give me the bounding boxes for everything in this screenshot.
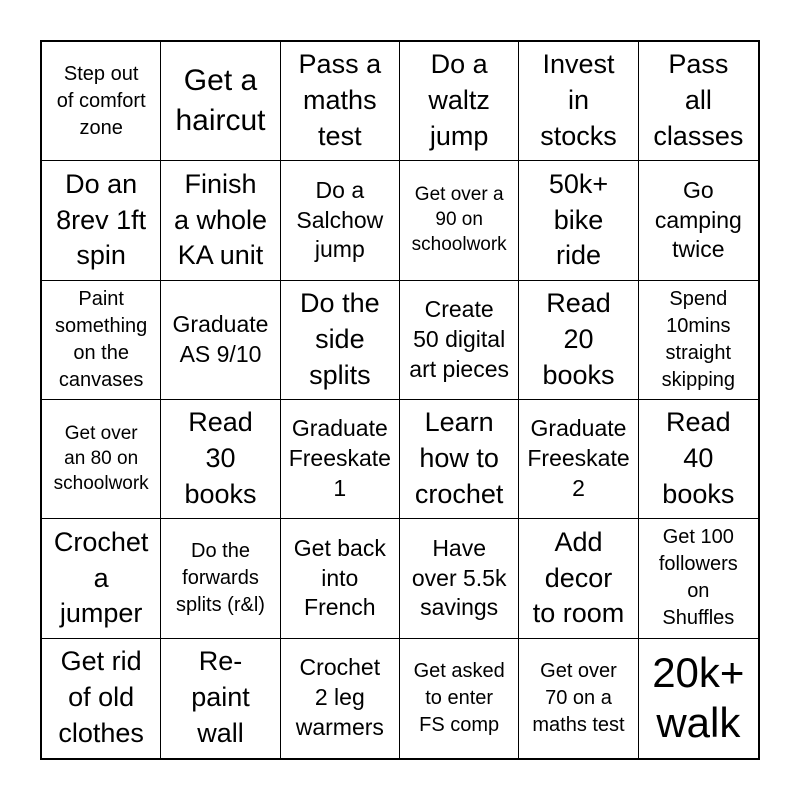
bingo-cell-text: Do the side splits <box>300 287 380 390</box>
bingo-cell-text: Pass a maths test <box>298 49 382 152</box>
bingo-cell-r6c4[interactable] <box>400 639 519 758</box>
bingo-cell-text: Graduate Freeskate 1 <box>288 415 391 502</box>
bingo-cell-r3c3[interactable] <box>281 281 400 400</box>
bingo-cell-r4c4[interactable] <box>400 400 519 519</box>
bingo-cell-text: Step out of comfort zone <box>56 62 146 139</box>
bingo-cell-text: Get over an 80 on schoolwork <box>53 423 149 494</box>
bingo-cell-text: Crochet a jumper <box>53 526 149 629</box>
bingo-cell-text: Get back into French <box>293 534 386 621</box>
bingo-cell-text: Do the forwards splits (r&l) <box>176 539 265 616</box>
bingo-cell-text: Get asked to enter FS comp <box>413 659 505 736</box>
bingo-cell-r3c4[interactable] <box>400 281 519 400</box>
bingo-cell-text: Learn how to crochet <box>414 407 504 510</box>
bingo-cell-r5c5[interactable] <box>519 519 638 638</box>
bingo-cell-r6c6[interactable] <box>639 639 758 758</box>
bingo-cell-r2c6[interactable] <box>639 161 758 280</box>
bingo-cell-text: Finish a whole KA unit <box>173 168 268 271</box>
bingo-cell-text: Get over a 90 on schoolwork <box>411 184 507 255</box>
bingo-cell-text: Get a haircut <box>175 63 266 138</box>
bingo-cell-r5c4[interactable] <box>400 519 519 638</box>
bingo-cell-r2c1[interactable] <box>42 161 161 280</box>
bingo-cell-text: Invest in stocks <box>540 49 617 152</box>
bingo-cell-r1c1[interactable] <box>42 42 161 161</box>
bingo-cell-r5c1[interactable] <box>42 519 161 638</box>
bingo-cell-text: Graduate AS 9/10 <box>172 310 269 367</box>
bingo-cell-text: Get over 70 on a maths test <box>532 659 625 736</box>
bingo-board <box>40 40 760 760</box>
bingo-cell-text: Create 50 digital art pieces <box>409 295 510 382</box>
bingo-cell-r5c6[interactable] <box>639 519 758 638</box>
bingo-cell-text: Read 40 books <box>662 407 735 510</box>
bingo-cell-r1c5[interactable] <box>519 42 638 161</box>
bingo-cell-r5c2[interactable] <box>161 519 280 638</box>
bingo-cell-text: Do a Salchow jump <box>296 176 384 263</box>
bingo-cell-r1c4[interactable] <box>400 42 519 161</box>
bingo-cell-r3c6[interactable] <box>639 281 758 400</box>
bingo-cell-r5c3[interactable] <box>281 519 400 638</box>
bingo-cell-text: Have over 5.5k savings <box>411 534 507 621</box>
bingo-cell-r6c2[interactable] <box>161 639 280 758</box>
bingo-cell-text: Paint something on the canvases <box>55 287 148 391</box>
bingo-cell-r3c1[interactable] <box>42 281 161 400</box>
bingo-cell-r2c3[interactable] <box>281 161 400 280</box>
bingo-cell-r6c5[interactable] <box>519 639 638 758</box>
bingo-cell-r2c2[interactable] <box>161 161 280 280</box>
bingo-cell-text: 50k+ bike ride <box>548 168 609 271</box>
bingo-cell-r2c4[interactable] <box>400 161 519 280</box>
bingo-cell-r6c1[interactable] <box>42 639 161 758</box>
bingo-cell-r6c3[interactable] <box>281 639 400 758</box>
bingo-cell-text: Do a waltz jump <box>428 49 490 152</box>
bingo-cell-text: Get 100 followers on Shuffles <box>658 526 738 630</box>
bingo-cell-r2c5[interactable] <box>519 161 638 280</box>
bingo-cell-text: Graduate Freeskate 2 <box>527 415 630 502</box>
bingo-cell-r4c3[interactable] <box>281 400 400 519</box>
bingo-cell-text: Read 20 books <box>542 287 615 390</box>
bingo-cell-r1c2[interactable] <box>161 42 280 161</box>
bingo-cell-text: Add decor to room <box>532 526 625 629</box>
bingo-cell-text: Go camping twice <box>654 176 742 263</box>
bingo-cell-r4c2[interactable] <box>161 400 280 519</box>
bingo-cell-text: Read 30 books <box>184 407 257 510</box>
bingo-cell-r4c5[interactable] <box>519 400 638 519</box>
bingo-cell-text: Do an 8rev 1ft spin <box>56 168 147 271</box>
bingo-cell-r1c3[interactable] <box>281 42 400 161</box>
bingo-cell-text: Re- paint wall <box>191 646 250 749</box>
bingo-cell-text: 20k+ walk <box>652 648 745 747</box>
bingo-cell-text: Pass all classes <box>653 49 744 152</box>
bingo-cell-text: Spend 10mins straight skipping <box>661 287 736 391</box>
bingo-cell-text: Crochet 2 leg warmers <box>295 654 384 741</box>
bingo-cell-text: Get rid of old clothes <box>58 646 144 749</box>
bingo-cell-r1c6[interactable] <box>639 42 758 161</box>
bingo-cell-r3c5[interactable] <box>519 281 638 400</box>
bingo-cell-r4c1[interactable] <box>42 400 161 519</box>
bingo-cell-r3c2[interactable] <box>161 281 280 400</box>
bingo-cell-r4c6[interactable] <box>639 400 758 519</box>
